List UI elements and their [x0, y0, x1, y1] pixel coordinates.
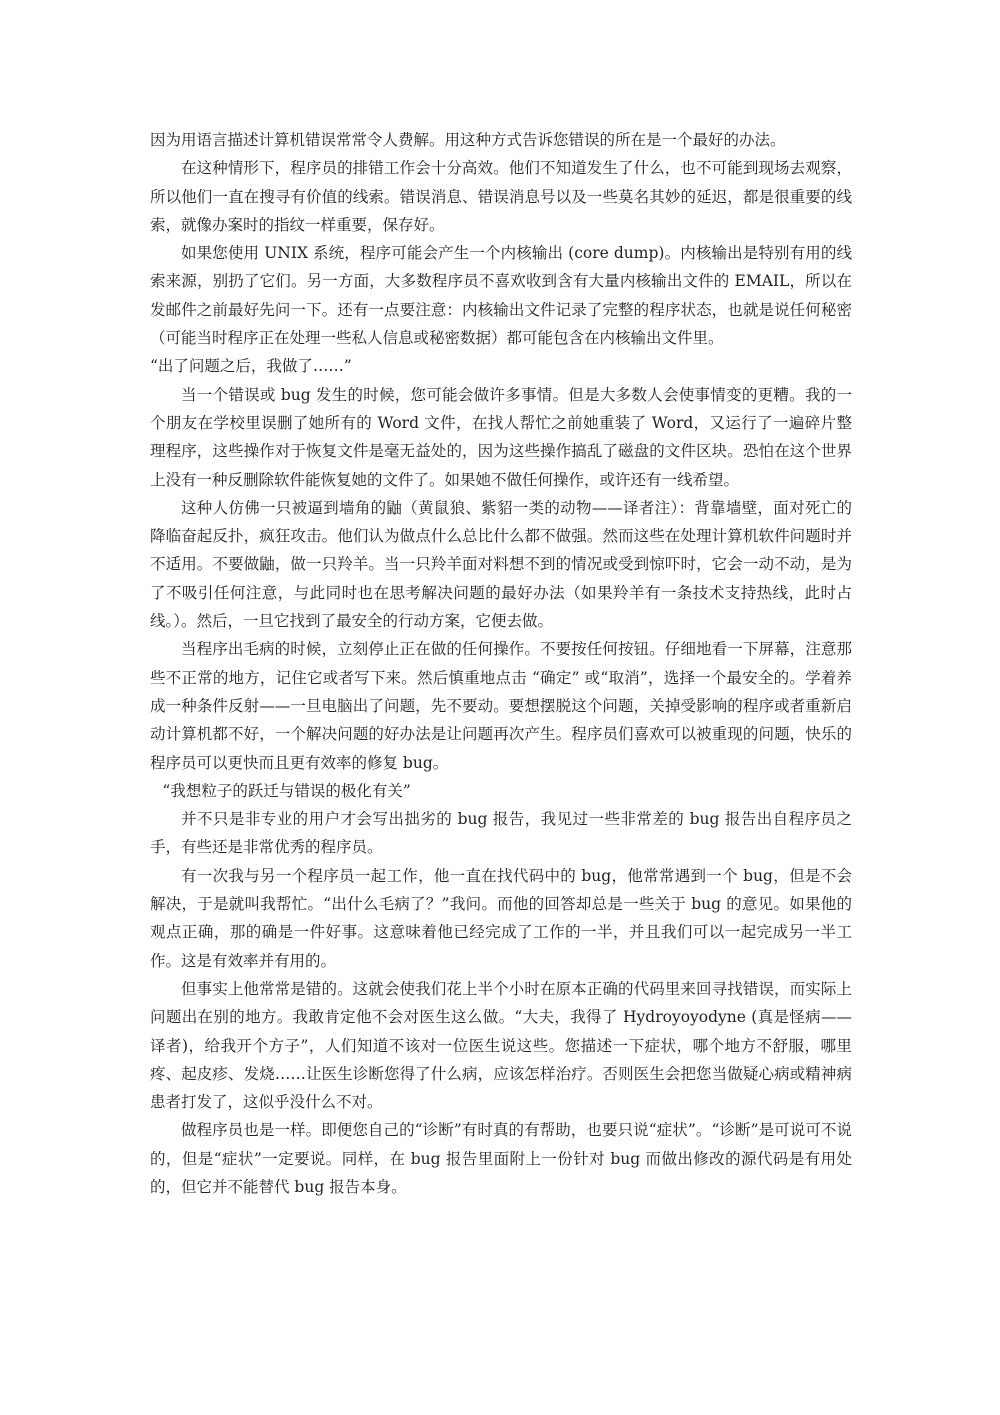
- document-page: [150, 126, 852, 1201]
- paragraph-stop-operation: 当程序出毛病的时候，立刻停止正在做的任何操作。不要按任何按钮。仔细地看一下屏幕，注意那些不正常的地方，记住它或者写下来。然后慎重地点击 “确定” 或“取消”，选择一个最安全的。学着养成一种条件反射——一旦电脑出了问题，先不要动。要想摆脱这个问题，关掉受影响的程序或者重新启动计算机都不好，一个解决问题的好办法是让问题再次产生。程序员们喜欢可以被重现的问题，快乐的程序员可以更快而且更有效率的修复 bug。: [150, 640, 852, 772]
- paragraph-colleague-opinion: 有一次我与另一个程序员一起工作，他一直在找代码中的 bug，他常常遇到一个 bug，但是不会解决，于是就叫我帮忙。“出什么毛病了？”我问。而他的回答却总是一些关于 bug 的意见。如果他的观点正确，那的确是一件好事。这意味着他已经完成了工作的一半，并且我们可以一起完成另一半工作。这是有效率并有用的。: [150, 866, 852, 970]
- paragraph-word-files: 当一个错误或 bug 发生的时候，您可能会做许多事情。但是大多数人会使事情变的更糟。我的一个朋友在学校里误删了她所有的 Word 文件，在找人帮忙之前她重装了 Word，又运行了一遍碎片整理程序，这些操作对于恢复文件是毫无益处的，因为这些操作搞乱了磁盘的文件区块。恐怕在这个世界上没有一种反删除软件能恢复她的文件了。如果她不做任何操作，或许还有一线希望。: [150, 385, 852, 489]
- paragraph-poor-bug-reports: 并不只是非专业的用户才会写出拙劣的 bug 报告，我见过一些非常差的 bug 报告出自程序员之手，有些还是非常优秀的程序员。: [150, 810, 852, 857]
- section-heading-particle-transition: “我想粒子的跃迁与错误的极化有关”: [162, 781, 411, 800]
- paragraph-symptoms-not-diagnosis: 做程序员也是一样。即便您自己的“诊断”有时真的有帮助，也要只说“症状”。“诊断”是可说可不说的，但是“症状”一定要说。同样，在 bug 报告里面附上一份针对 bug 而做出修改的源代码是有用处的，但它并不能替代 bug 报告本身。: [150, 1121, 852, 1196]
- paragraph-continuation: 因为用语言描述计算机错误常常令人费解。用这种方式告诉您错误的所在是一个最好的办法。: [150, 131, 786, 149]
- paragraph-core-dump: 如果您使用 UNIX 系统，程序可能会产生一个内核输出 (core dump)。内核输出是特别有用的线索来源，别扔了它们。另一方面，大多数程序员不喜欢收到含有大量内核输出文件的 EMAIL，所以在发邮件之前最好先问一下。还有一点要注意：内核输出文件记录了完整的程序状态，也就是说任何秘密（可能当时程序正在处理一些私人信息或秘密数据）都可能包含在内核输出文件里。: [150, 244, 852, 348]
- paragraph-weasel-antelope: 这种人仿佛一只被逼到墙角的鼬（黄鼠狼、紫貂一类的动物——译者注）：背靠墙壁，面对死亡的降临奋起反扑，疯狂攻击。他们认为做点什么总比什么都不做强。然而这些在处理计算机软件问题时并不适用。不要做鼬，做一只羚羊。当一只羚羊面对料想不到的情况或受到惊吓时，它会一动不动，是为了不吸引任何注意，与此同时也在思考解决问题的最好办法（如果羚羊有一条技术支持热线，此时占线。）。然后，一旦它找到了最安全的行动方案，它便去做。: [150, 498, 852, 631]
- section-heading-after-problem: “出了问题之后，我做了……”: [150, 357, 352, 376]
- paragraph-doctor-analogy: 但事实上他常常是错的。这就会使我们花上半个小时在原本正确的代码里来回寻找错误，而实际上问题出在别的地方。我敢肯定他不会对医生这么做。“大夫，我得了 Hydroyoyodyne (真是怪病——译者)，给我开个方子”，人们知道不该对一位医生说这些。您描述一下症状，哪个地方不舒服，哪里疼、起皮疹、发烧……让医生诊断您得了什么病，应该怎样治疗。否则医生会把您当做疑心病或精神病患者打发了，这似乎没什么不对。: [150, 979, 852, 1112]
- paragraph-debugging-efficiency: 在这种情形下，程序员的排错工作会十分高效。他们不知道发生了什么，也不可能到现场去观察，所以他们一直在搜寻有价值的线索。错误消息、错误消息号以及一些莫名其妙的延迟，都是很重要的线索，就像办案时的指纹一样重要，保存好。: [150, 159, 852, 234]
